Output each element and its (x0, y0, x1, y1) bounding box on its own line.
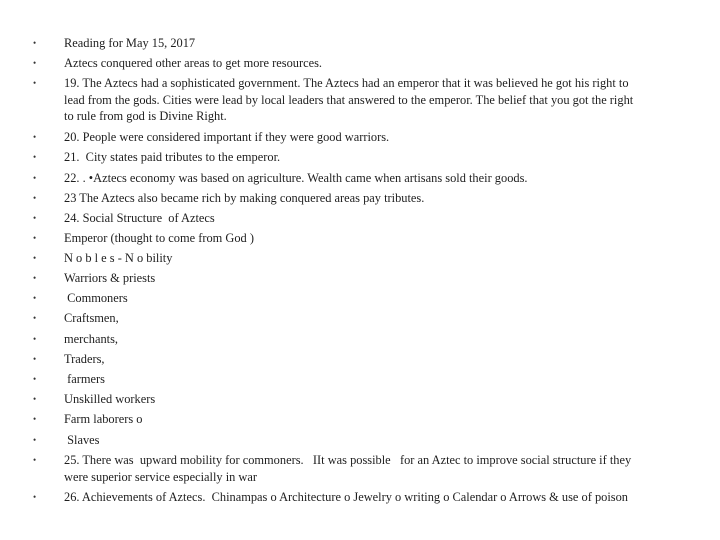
bullet-icon: • (33, 354, 37, 364)
list-item-text: 22. . •Aztecs economy was based on agriculture. Wealth came when artisans sold their goods. (64, 171, 528, 185)
list-item-text: Warriors & priests (64, 271, 156, 285)
list-item-text: farmers (64, 372, 105, 386)
bullet-icon: • (33, 455, 37, 465)
bullet-icon: • (33, 58, 37, 68)
bullet-icon: • (33, 193, 37, 203)
list-item-text: Craftsmen, (64, 311, 119, 325)
list-item-text: Traders, (64, 352, 105, 366)
bullet-icon: • (33, 78, 37, 88)
bullet-icon: • (33, 233, 37, 243)
list-item-text: Emperor (thought to come from God ) (64, 231, 254, 245)
bullet-icon: • (33, 173, 37, 183)
list-item-text: Reading for May 15, 2017 (64, 36, 196, 50)
bullet-icon: • (33, 374, 37, 384)
bullet-icon: • (33, 132, 37, 142)
list-item-text: 25. There was upward mobility for commoners. IIt was possible for an Aztec to improve social structure if they were superior service especially in war (64, 453, 635, 484)
list-item-text: 20. People were considered important if they were good warriors. (64, 130, 390, 144)
bullet-icon: • (33, 38, 37, 48)
bullet-icon: • (33, 293, 37, 303)
bullet-icon: • (33, 213, 37, 223)
bullet-icon: • (33, 313, 37, 323)
list-item-text: 19. The Aztecs had a sophisticated government. The Aztecs had an emperor that it was believed he got his right to lead from the gods. Cities were lead by local leaders that answered to the emperor. The belief that you got the right to rule from god is Divine Right. (64, 76, 637, 123)
list-item-text: Farm laborers o (64, 412, 143, 426)
list-item-text: 26. Achievements of Aztecs. Chinampas o Architecture o Jewelry o writing o Calendar o Arrows & use of poison (64, 490, 628, 504)
list-item-text: Aztecs conquered other areas to get more resources. (64, 56, 323, 70)
bullet-icon: • (33, 334, 37, 344)
bullet-icon: • (33, 435, 37, 445)
list-item-text: 23 The Aztecs also became rich by making conquered areas pay tributes. (64, 191, 425, 205)
list-item-text: 24. Social Structure of Aztecs (64, 211, 215, 225)
bullet-icon: • (33, 273, 37, 283)
list-item-text: 21. City states paid tributes to the emperor. (64, 150, 281, 164)
list-item-text: Unskilled workers (64, 392, 156, 406)
list-item-text: Slaves (64, 433, 100, 447)
bullet-icon: • (33, 253, 37, 263)
list-item-text: Commoners (64, 291, 128, 305)
list-item-text: N o b l e s - N o bility (64, 251, 173, 265)
bullet-icon: • (33, 414, 37, 424)
bullet-icon: • (33, 394, 37, 404)
bullet-icon: • (33, 152, 37, 162)
bullet-icon: • (33, 492, 37, 502)
list-item-text: merchants, (64, 332, 119, 346)
